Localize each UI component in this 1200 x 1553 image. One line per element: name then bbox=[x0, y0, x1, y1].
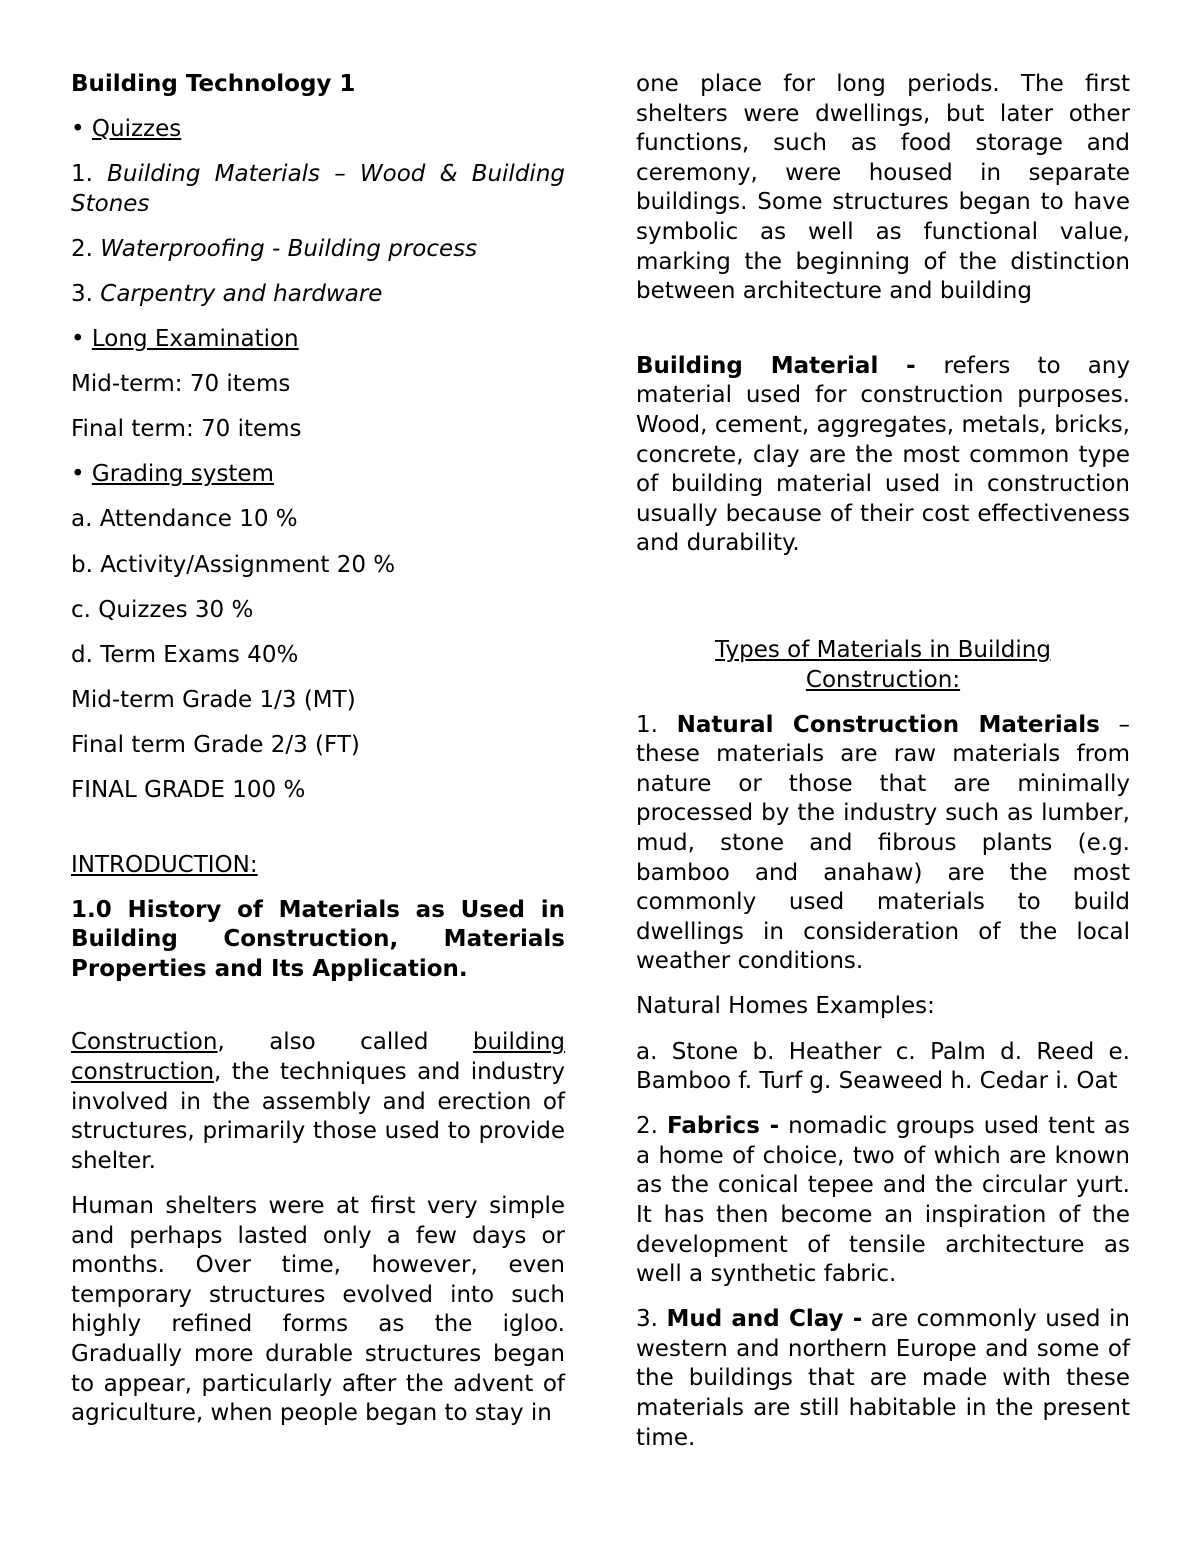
bullet: • bbox=[71, 116, 85, 143]
natural-homes-label: Natural Homes Examples: bbox=[636, 993, 935, 1020]
right-column bbox=[636, 70, 1130, 1469]
grading-item: Final term Grade 2/3 (FT) bbox=[71, 731, 360, 758]
midterm-items: Mid-term: 70 items bbox=[71, 371, 291, 398]
bullet: • bbox=[71, 326, 85, 353]
natural-materials-item: 1. Natural Construction Materials – these materials are raw materials from nature or those that are minimally processed by the industry such as lumber, mud, stone and fibrous plants (e.g. bamboo and anahaw) are the most commonly used materials to build dwellings in consideration of the local weather conditions. bbox=[636, 711, 1130, 975]
quiz-item: 3. Carpentry and hardware bbox=[71, 280, 383, 307]
fabrics-item: 2. Fabrics - nomadic groups used tent as a home of choice, two of which are known as the conical tepee and the circular yurt. It has then become an inspiration of the development of tensile architecture as well a synthetic fabric. bbox=[636, 1113, 1130, 1288]
finalterm-items: Final term: 70 items bbox=[71, 416, 302, 443]
quizzes-label: Quizzes bbox=[91, 116, 182, 143]
types-heading: Types of Materials in Building Construction: bbox=[715, 636, 1051, 693]
building-material-definition: Building Material - refers to any material used for construction purposes. Wood, cement, aggregates, metals, bricks, concrete, clay are the most common type of building material used in construction usually because of their cost effectiveness and durability. bbox=[636, 352, 1130, 557]
quiz-item: 1. Building Materials – Wood & Building Stones bbox=[71, 161, 565, 217]
grading-item: Mid-term Grade 1/3 (MT) bbox=[71, 686, 356, 713]
bullet: • bbox=[71, 461, 85, 488]
section-heading: 1.0 History of Materials as Used in Building Construction, Materials Properties and Its Application. bbox=[71, 896, 565, 982]
grading-item: c. Quizzes 30 % bbox=[71, 596, 254, 623]
quizzes-header bbox=[71, 115, 565, 145]
document-title: Building Technology 1 bbox=[71, 71, 356, 97]
continued-paragraph: one place for long periods. The first shelters were dwellings, but later other functions, such as food storage and ceremony, were housed in separate buildings. Some structures began to have symbolic as well as functional value, marking the beginning of the distinction between architecture and building bbox=[636, 71, 1130, 305]
mud-clay-item: 3. Mud and Clay - are commonly used in western and northern Europe and some of the buildings that are made with these materials are still habitable in the present time. bbox=[636, 1306, 1130, 1451]
quiz-item: 2. Waterproofing - Building process bbox=[71, 235, 478, 262]
natural-homes-list: a. Stone b. Heather c. Palm d. Reed e. Bamboo f. Turf g. Seaweed h. Cedar i. Oat bbox=[636, 1038, 1130, 1095]
introduction-label: INTRODUCTION: bbox=[71, 851, 258, 878]
grading-item: d. Term Exams 40% bbox=[71, 641, 299, 668]
grading-item: b. Activity/Assignment 20 % bbox=[71, 551, 396, 578]
long-exam-header bbox=[71, 325, 565, 355]
left-column bbox=[71, 70, 565, 1444]
construction-paragraph: Construction, also called building construction, the techniques and industry involved in the assembly and erection of structures, primarily those used to provide shelter. bbox=[71, 1029, 565, 1174]
grading-header bbox=[71, 460, 565, 490]
human-shelters-paragraph: Human shelters were at first very simple and perhaps lasted only a few days or months. Over time, however, even temporary structures evolved into such highly refined forms as the igloo. Gradually more durable structures began to appear, particularly after the advent of agriculture, when people began to stay in bbox=[71, 1192, 565, 1427]
grading-item: FINAL GRADE 100 % bbox=[71, 777, 306, 803]
long-exam-label: Long Examination bbox=[91, 326, 299, 353]
grading-item: a. Attendance 10 % bbox=[71, 506, 298, 533]
grading-label: Grading system bbox=[91, 461, 274, 488]
